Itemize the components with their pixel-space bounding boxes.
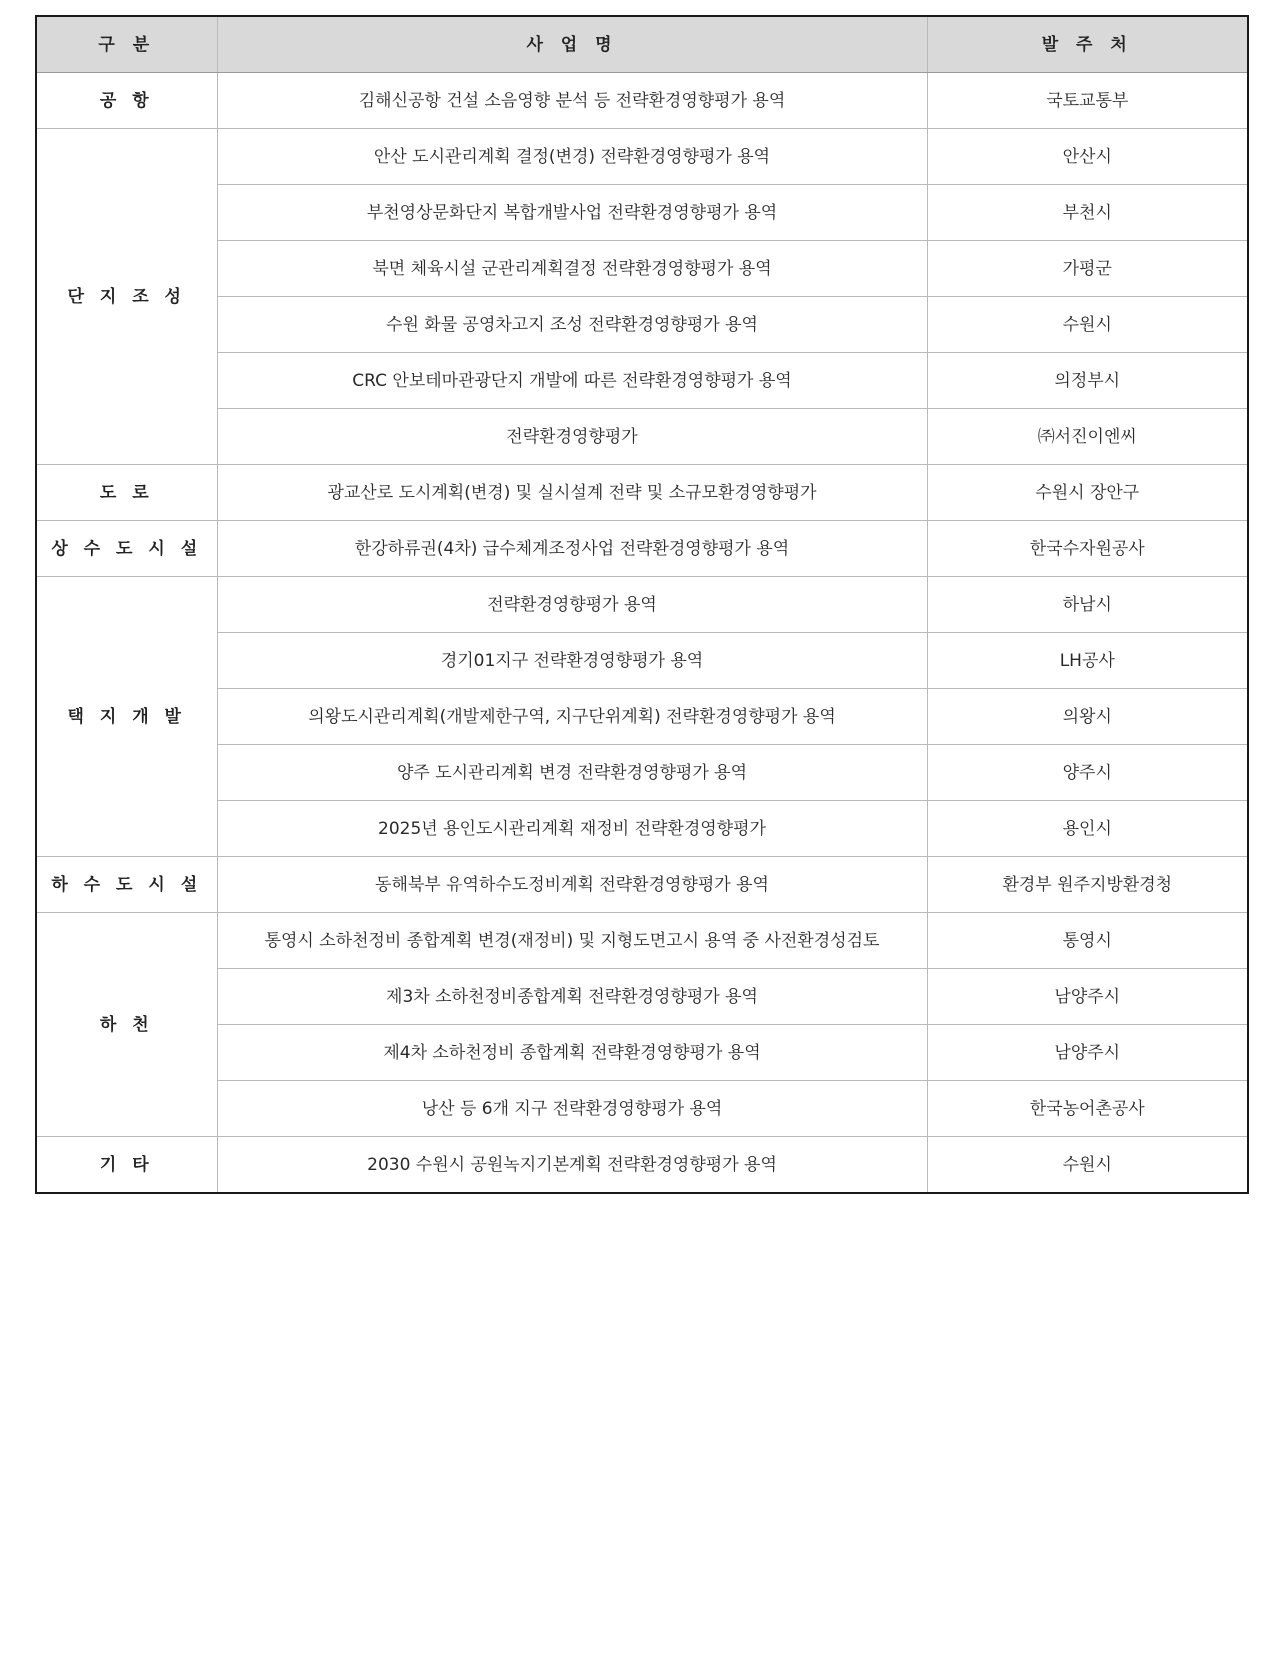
client-cell: 국토교통부	[927, 73, 1248, 129]
table-row	[36, 577, 1248, 633]
client-cell: 한국농어촌공사	[927, 1081, 1248, 1137]
client-cell: LH공사	[927, 633, 1248, 689]
project-name-cell: 2025년 용인도시관리계획 재정비 전략환경영향평가	[217, 801, 927, 857]
table-row	[36, 969, 1248, 1025]
client-cell: 환경부 원주지방환경청	[927, 857, 1248, 913]
client-cell: 안산시	[927, 129, 1248, 185]
category-cell: 공 항	[36, 73, 217, 129]
client-cell: 수원시	[927, 297, 1248, 353]
project-name-cell: 김해신공항 건설 소음영향 분석 등 전략환경영향평가 용역	[217, 73, 927, 129]
category-cell: 도 로	[36, 465, 217, 521]
table-row	[36, 913, 1248, 969]
client-cell: 부천시	[927, 185, 1248, 241]
category-cell: 상 수 도 시 설	[36, 521, 217, 577]
table-row	[36, 801, 1248, 857]
client-cell: 의정부시	[927, 353, 1248, 409]
category-cell: 단 지 조 성	[36, 129, 217, 465]
project-name-cell: 전략환경영향평가 용역	[217, 577, 927, 633]
client-cell: 하남시	[927, 577, 1248, 633]
table-row	[36, 745, 1248, 801]
table-row	[36, 297, 1248, 353]
project-name-cell: 통영시 소하천정비 종합계획 변경(재정비) 및 지형도면고시 용역 중 사전환경성검토	[217, 913, 927, 969]
header-client: 발 주 처	[927, 16, 1248, 73]
table-row	[36, 465, 1248, 521]
project-name-cell: CRC 안보테마관광단지 개발에 따른 전략환경영향평가 용역	[217, 353, 927, 409]
table-row	[36, 409, 1248, 465]
project-name-cell: 동해북부 유역하수도정비계획 전략환경영향평가 용역	[217, 857, 927, 913]
client-cell: 양주시	[927, 745, 1248, 801]
client-cell: 가평군	[927, 241, 1248, 297]
table-row	[36, 1081, 1248, 1137]
project-name-cell: 제4차 소하천정비 종합계획 전략환경영향평가 용역	[217, 1025, 927, 1081]
project-list-table	[35, 15, 1249, 1194]
project-name-cell: 수원 화물 공영차고지 조성 전략환경영향평가 용역	[217, 297, 927, 353]
table-row	[36, 521, 1248, 577]
client-cell: 의왕시	[927, 689, 1248, 745]
client-cell: 수원시 장안구	[927, 465, 1248, 521]
category-cell: 기 타	[36, 1137, 217, 1194]
client-cell: 수원시	[927, 1137, 1248, 1194]
project-name-cell: 안산 도시관리계획 결정(변경) 전략환경영향평가 용역	[217, 129, 927, 185]
category-cell: 택 지 개 발	[36, 577, 217, 857]
project-name-cell: 양주 도시관리계획 변경 전략환경영향평가 용역	[217, 745, 927, 801]
project-name-cell: 북면 체육시설 군관리계획결정 전략환경영향평가 용역	[217, 241, 927, 297]
project-name-cell: 부천영상문화단지 복합개발사업 전략환경영향평가 용역	[217, 185, 927, 241]
table-row	[36, 857, 1248, 913]
project-name-cell: 낭산 등 6개 지구 전략환경영향평가 용역	[217, 1081, 927, 1137]
table-header	[36, 16, 1248, 73]
table-row	[36, 633, 1248, 689]
client-cell: 남양주시	[927, 969, 1248, 1025]
table-row	[36, 353, 1248, 409]
category-cell: 하 수 도 시 설	[36, 857, 217, 913]
header-project-name: 사 업 명	[217, 16, 927, 73]
table-row	[36, 185, 1248, 241]
project-name-cell: 한강하류권(4차) 급수체계조정사업 전략환경영향평가 용역	[217, 521, 927, 577]
category-cell: 하 천	[36, 913, 217, 1137]
project-name-cell: 전략환경영향평가	[217, 409, 927, 465]
header-category: 구 분	[36, 16, 217, 73]
table-row	[36, 73, 1248, 129]
project-name-cell: 제3차 소하천정비종합계획 전략환경영향평가 용역	[217, 969, 927, 1025]
table-row	[36, 689, 1248, 745]
client-cell: 남양주시	[927, 1025, 1248, 1081]
table-body	[36, 73, 1248, 1194]
document-page	[35, 15, 1247, 1194]
client-cell: 한국수자원공사	[927, 521, 1248, 577]
project-name-cell: 의왕도시관리계획(개발제한구역, 지구단위계획) 전략환경영향평가 용역	[217, 689, 927, 745]
project-name-cell: 2030 수원시 공원녹지기본계획 전략환경영향평가 용역	[217, 1137, 927, 1194]
table-row	[36, 241, 1248, 297]
project-name-cell: 경기01지구 전략환경영향평가 용역	[217, 633, 927, 689]
table-row	[36, 1025, 1248, 1081]
header-row	[36, 16, 1248, 73]
table-row	[36, 1137, 1248, 1194]
client-cell: 용인시	[927, 801, 1248, 857]
project-name-cell: 광교산로 도시계획(변경) 및 실시설계 전략 및 소규모환경영향평가	[217, 465, 927, 521]
client-cell: ㈜서진이엔씨	[927, 409, 1248, 465]
client-cell: 통영시	[927, 913, 1248, 969]
table-row	[36, 129, 1248, 185]
